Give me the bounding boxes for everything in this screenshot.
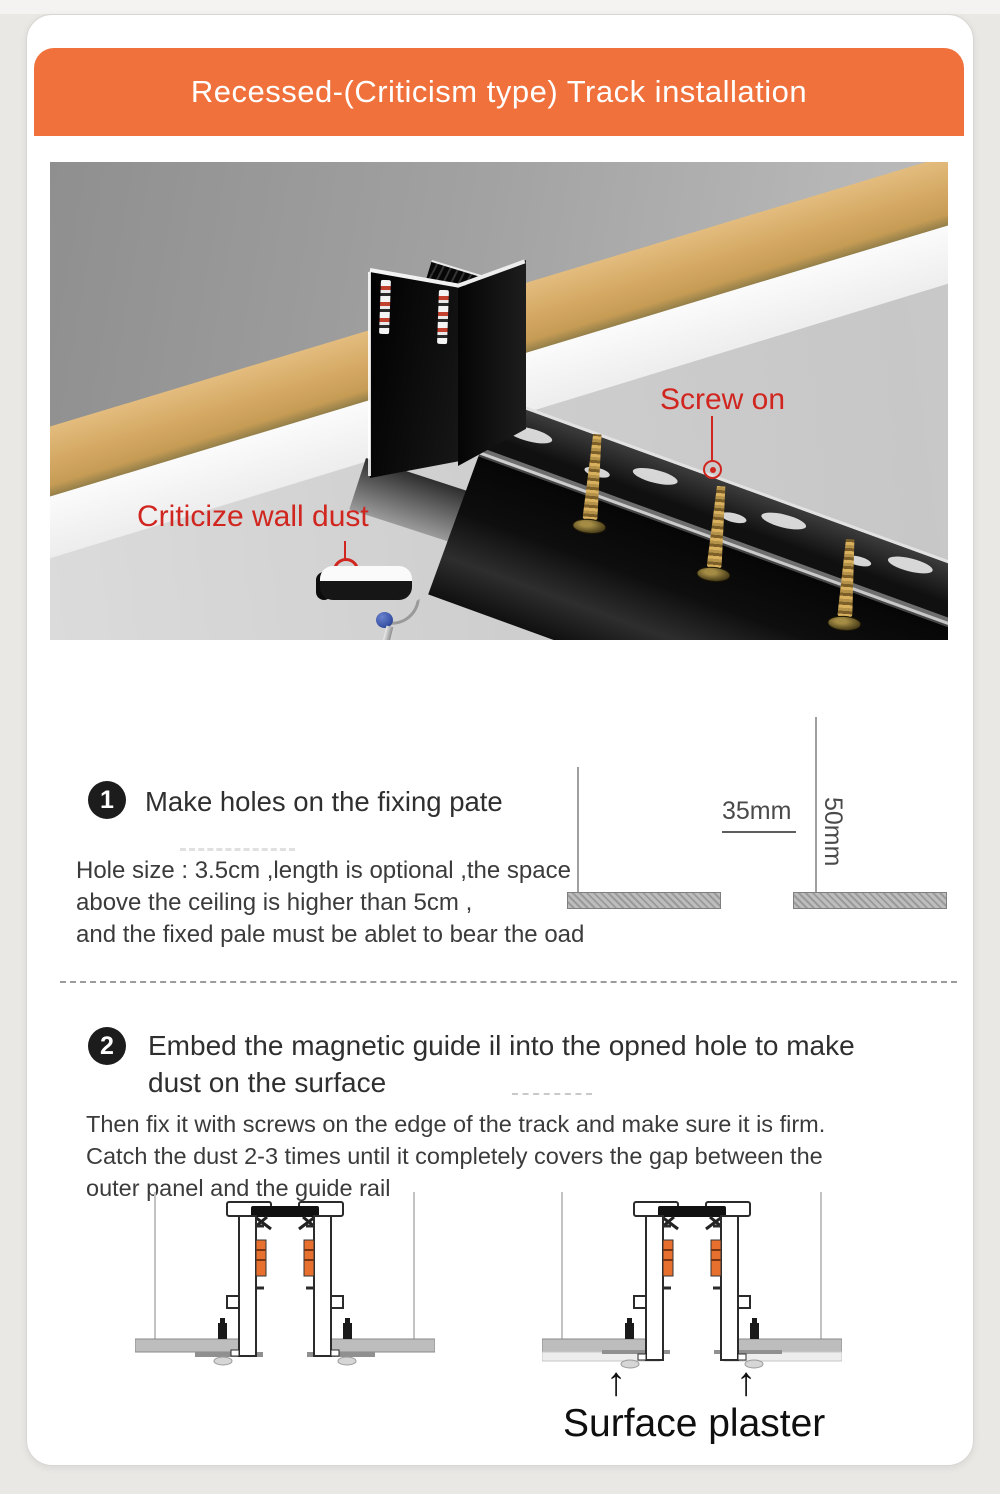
track-end-connector-slot [437, 290, 449, 344]
screw-thread [582, 434, 604, 521]
marker-dot [710, 467, 716, 473]
installation-3d-illustration [50, 162, 948, 640]
step-1-heading: Make holes on the fixing pate [145, 786, 503, 817]
step-2-text-line: Then fix it with screws on the edge of the track and make sure it is firm. [86, 1111, 826, 1137]
step-1-badge: 1 [88, 781, 126, 819]
ceiling-panel-section [567, 892, 721, 909]
width-dimension-line [722, 831, 796, 833]
flange-hole [886, 553, 934, 577]
dashed-divider [60, 981, 957, 983]
dust-pointer-line [344, 541, 346, 559]
height-dimension-label: 50mm [819, 797, 847, 867]
mounting-screw [827, 538, 867, 632]
step-2-text-line: outer panel and the guide rail [86, 1175, 391, 1201]
title-banner [34, 48, 964, 136]
screw-pointer-line [711, 416, 713, 461]
step-2-heading-line: Embed the magnetic guide il into the opned hole to make [148, 1030, 855, 1061]
up-arrow-icon: ↑ [736, 1360, 756, 1404]
track-cross-section-left [135, 1192, 435, 1376]
step-1-text-line: above the ceiling is higher than 5cm , [76, 889, 473, 916]
ceiling-panel-section [793, 892, 947, 909]
screw-head [696, 565, 731, 583]
screw-marker-icon [703, 460, 722, 479]
step-1-text-line: and the fixed pale must be ablet to bear the oad [76, 921, 585, 948]
page-title: Recessed-(Criticism type) Track installation [190, 74, 808, 109]
screw-thread [837, 539, 857, 618]
page-top-strip [0, 0, 1000, 14]
step-2-badge: 2 [88, 1027, 126, 1065]
screw-head [827, 615, 862, 632]
screw-thread [707, 486, 729, 569]
faded-dashes-artifact [512, 1093, 592, 1095]
fixing-wire-tall [815, 717, 817, 893]
flange-hole [760, 509, 808, 533]
step-1-text-line: Hole size : 3.5cm ,length is optional ,the space [76, 857, 571, 884]
screw-on-label: Screw on [660, 383, 786, 416]
wall-dust-label: Criticize wall dust [137, 500, 369, 533]
track-end-connector-slot [379, 280, 391, 334]
screw-head [572, 517, 607, 535]
step-2-heading-line: dust on the surface [148, 1067, 387, 1098]
step-2-text-line: Catch the dust 2-3 times until it completely covers the gap between the [86, 1143, 823, 1169]
width-dimension-label: 35mm [722, 797, 792, 825]
track-cross-section-right [542, 1192, 842, 1376]
track-end-left-edge-highlight [368, 272, 371, 476]
faded-dashes-artifact [180, 848, 295, 851]
flange-hole [631, 465, 679, 489]
fixing-wire-short [577, 767, 579, 893]
surface-plaster-caption: Surface plaster [563, 1402, 826, 1445]
up-arrow-icon: ↑ [606, 1360, 626, 1404]
